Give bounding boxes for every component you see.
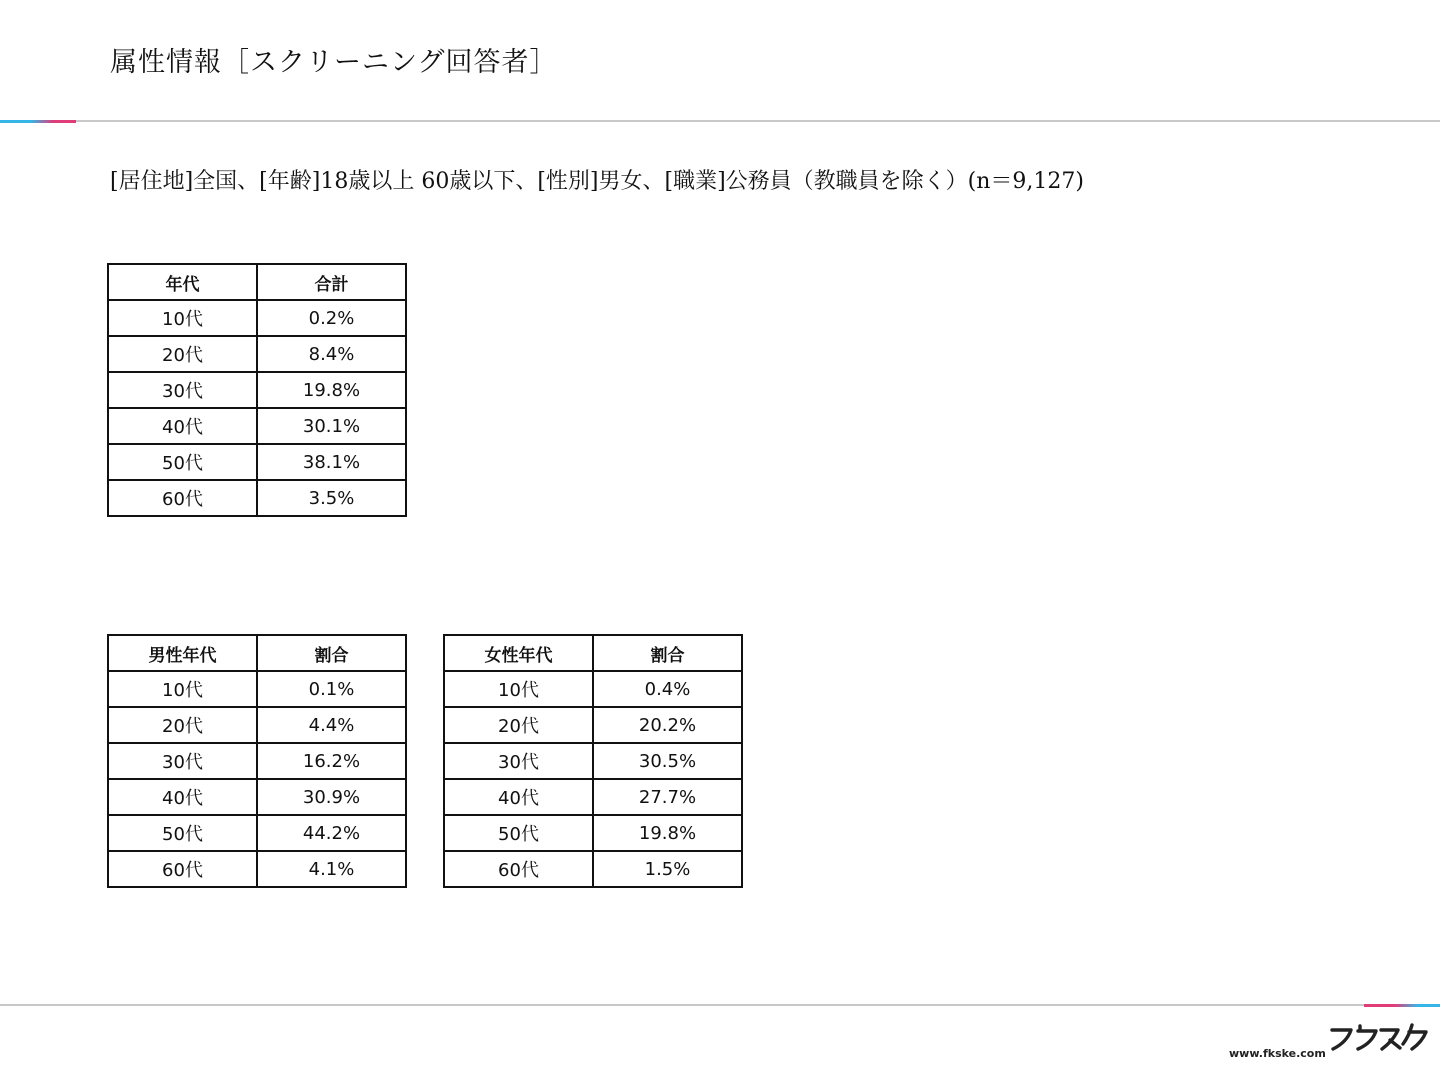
header-divider (0, 120, 1440, 122)
percent-cell: 38.1% (257, 444, 406, 480)
percent-cell: 16.2% (257, 743, 406, 779)
page-title: 属性情報［スクリーニング回答者］ (110, 47, 558, 78)
percent-cell: 0.2% (257, 300, 406, 336)
percent-cell: 4.1% (257, 851, 406, 887)
age-cell: 40代 (108, 779, 257, 815)
percent-cell: 19.8% (257, 372, 406, 408)
percent-cell: 8.4% (257, 336, 406, 372)
table-row (444, 707, 742, 743)
table-row (108, 408, 406, 444)
age-cell: 10代 (108, 300, 257, 336)
survey-conditions: [居住地]全国、[年齢]18歳以上 60歳以下、[性別]男女、[職業]公務員（教職員を除く）(n＝9,127) (110, 169, 1084, 194)
percent-cell: 19.8% (593, 815, 742, 851)
percent-cell: 30.5% (593, 743, 742, 779)
age-cell: 30代 (108, 743, 257, 779)
percent-cell: 0.4% (593, 671, 742, 707)
table-row (108, 815, 406, 851)
percent-cell: 4.4% (257, 707, 406, 743)
table-header-row (108, 635, 406, 671)
header-accent-bar (0, 120, 76, 123)
table-row (108, 372, 406, 408)
table-row (108, 300, 406, 336)
age-cell: 60代 (108, 851, 257, 887)
table-row (444, 671, 742, 707)
footer-url[interactable]: www.fkske.com (1229, 1047, 1326, 1060)
age-cell: 30代 (444, 743, 593, 779)
age-cell: 10代 (108, 671, 257, 707)
age-cell: 30代 (108, 372, 257, 408)
age-cell: 20代 (108, 336, 257, 372)
age-cell: 50代 (108, 815, 257, 851)
table-header-row (108, 264, 406, 300)
table-row (444, 779, 742, 815)
age-cell: 40代 (444, 779, 593, 815)
percent-cell: 20.2% (593, 707, 742, 743)
table-row (108, 336, 406, 372)
table-row (108, 480, 406, 516)
table-row (108, 743, 406, 779)
percent-cell: 1.5% (593, 851, 742, 887)
age-female-table (443, 634, 743, 888)
header-cell: 割合 (257, 635, 406, 671)
table-row (108, 671, 406, 707)
header-cell: 女性年代 (444, 635, 593, 671)
age-cell: 20代 (444, 707, 593, 743)
percent-cell: 44.2% (257, 815, 406, 851)
age-cell: 40代 (108, 408, 257, 444)
percent-cell: 30.1% (257, 408, 406, 444)
percent-cell: 30.9% (257, 779, 406, 815)
age-total-table (107, 263, 407, 517)
table-row (108, 851, 406, 887)
age-male-table (107, 634, 407, 888)
age-cell: 60代 (444, 851, 593, 887)
table-row (108, 707, 406, 743)
table-row (108, 444, 406, 480)
age-cell: 20代 (108, 707, 257, 743)
header-cell: 男性年代 (108, 635, 257, 671)
header-cell: 割合 (593, 635, 742, 671)
percent-cell: 3.5% (257, 480, 406, 516)
table-header-row (444, 635, 742, 671)
footer-divider (0, 1004, 1440, 1006)
header-cell: 合計 (257, 264, 406, 300)
header-cell: 年代 (108, 264, 257, 300)
brand-logo-icon (1326, 1022, 1430, 1056)
percent-cell: 27.7% (593, 779, 742, 815)
age-cell: 10代 (444, 671, 593, 707)
age-cell: 60代 (108, 480, 257, 516)
footer-accent-bar (1364, 1004, 1440, 1007)
table-row (444, 743, 742, 779)
table-row (444, 815, 742, 851)
age-cell: 50代 (444, 815, 593, 851)
percent-cell: 0.1% (257, 671, 406, 707)
age-cell: 50代 (108, 444, 257, 480)
table-row (108, 779, 406, 815)
table-row (444, 851, 742, 887)
